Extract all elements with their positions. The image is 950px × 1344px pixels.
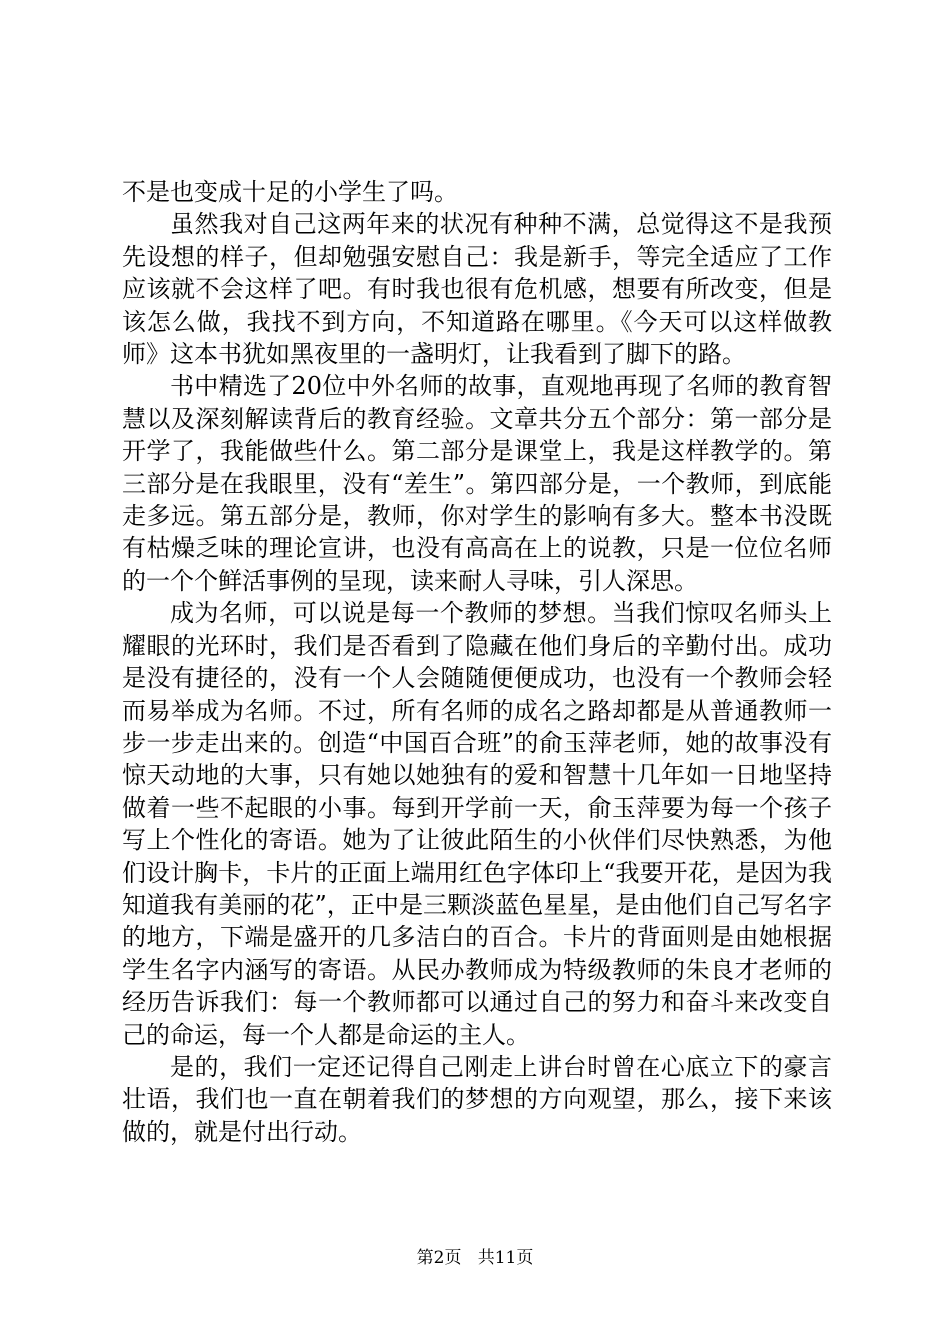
paragraph: 书中精选了20位中外名师的故事，直观地再现了名师的教育智慧以及深刻解读背后的教育经验。文章共分五个部分：第一部分是开学了，我能做些什么。第二部分是课堂上，我是这样教学的。第三部分是在我眼里，没有“差生”。第四部分是，一个教师，到底能走多远。第五部分是，教师，你对学生的影响有多大。整本书没既有枯燥乏味的理论宣讲，也没有高高在上的说教，只是一位位名师的一个个鲜活事例的呈现，读来耐人寻味，引人深思。 bbox=[122, 372, 832, 595]
page-footer bbox=[0, 1243, 950, 1268]
paragraph: 是的，我们一定还记得自己刚走上讲台时曾在心底立下的豪言壮语，我们也一直在朝着我们的梦想的方向观望，那么，接下来该做的，就是付出行动。 bbox=[122, 1052, 832, 1146]
paragraph: 成为名师，可以说是每一个教师的梦想。当我们惊叹名师头上耀眼的光环时，我们是否看到了隐藏在他们身后的辛勤付出。成功是没有捷径的，没有一个人会随随便便成功，也没有一个教师会轻而易举成为名师。不过，所有名师的成名之路却都是从普通教师一步一步走出来的。创造“中国百合班”的俞玉萍老师，她的故事没有惊天动地的大事，只有她以她独有的爱和智慧十几年如一日地坚持做着一些不起眼的小事。每到开学前一天，俞玉萍要为每一个孩子写上个性化的寄语。她为了让彼此陌生的小伙伴们尽快熟悉，为他们设计胸卡，卡片的正面上端用红色字体印上“我要开花，是因为我知道我有美丽的花”，正中是三颗淡蓝色星星，是由他们自己写名字的地方，下端是盛开的几多洁白的百合。卡片的背面则是由她根据学生名字内涵写的寄语。从民办教师成为特级教师的朱良才老师的经历告诉我们：每一个教师都可以通过自己的努力和奋斗来改变自己的命运，每一个人都是命运的主人。 bbox=[122, 599, 832, 1049]
paragraph-continuation: 不是也变成十足的小学生了吗。 bbox=[122, 178, 458, 206]
paragraph: 虽然我对自己这两年来的状况有种种不满，总觉得这不是我预先设想的样子，但却勉强安慰自己：我是新手，等完全适应了工作应该就不会这样了吧。有时我也很有危机感，想要有所改变，但是该怎么做，我找不到方向，不知道路在哪里。《今天可以这样做教师》这本书犹如黑夜里的一盏明灯，让我看到了脚下的路。 bbox=[122, 210, 832, 369]
page-number: 第2页 bbox=[416, 1248, 462, 1268]
page-total: 共11页 bbox=[477, 1248, 534, 1268]
document-body bbox=[122, 176, 832, 1148]
